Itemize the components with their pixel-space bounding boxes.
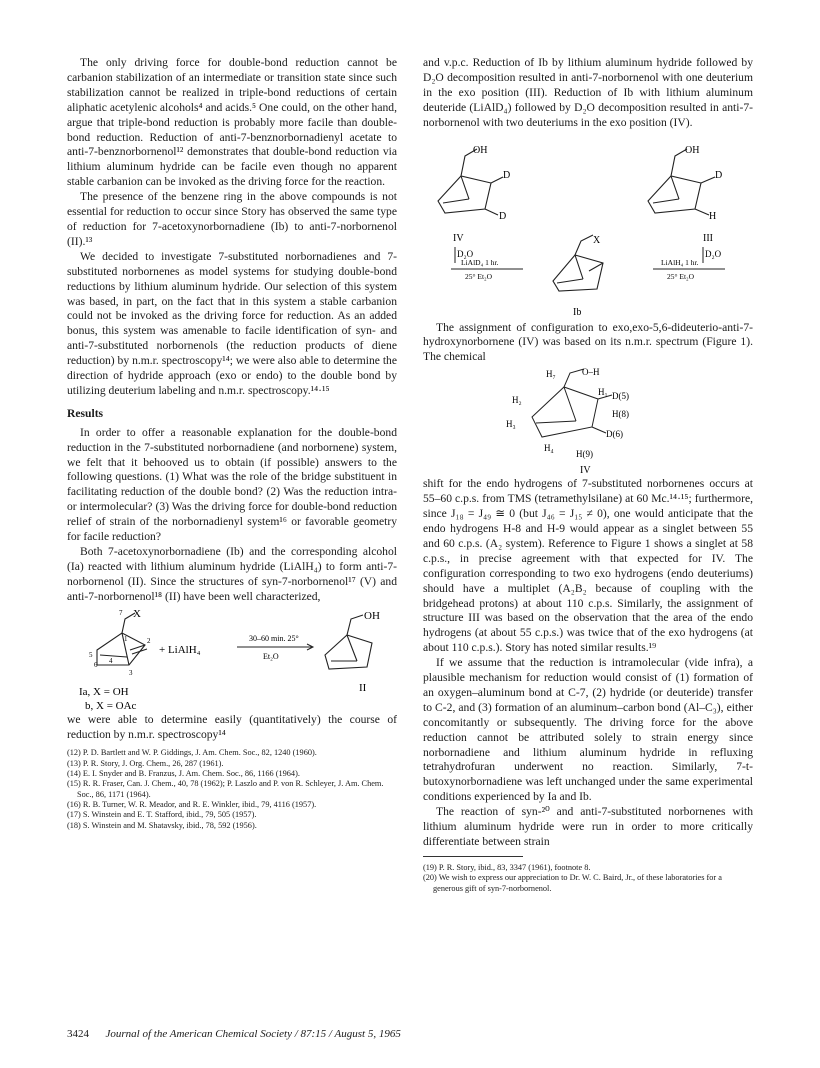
label-d6: D(6) (606, 429, 623, 440)
atom-number: 5 (89, 650, 93, 659)
reagent-d2o: D₂O (457, 248, 474, 259)
atom-number: 4 (109, 656, 113, 665)
paragraph: We decided to investigate 7-substituted norbornadienes and 7-substituted norbornenes as model systems for studying double-bond reductions by lithium aluminum hydride. Our selection of this system was based, in part, on the fact that in this system a stable carbanion could not be invoked as the driving force for reduction. As an added bonus, this system was amenable to facile identification of syn- and anti-7-substituted norbornenols (the reduction products of diene reduction) by n.m.r. spectroscopy¹⁴; we were also able to determine the direction of hydride approach (exo or endo) to the double bond by utilizing deuterium labeling and n.m.r. spectroscopy.¹⁴·¹⁵ (67, 249, 397, 397)
label-h9: H(9) (576, 449, 593, 460)
footnote: (14) E. I. Snyder and B. Franzus, J. Am. Chem. Soc., 86, 1166 (1964). (67, 769, 300, 779)
footnote: (16) R. B. Turner, W. R. Meador, and R. E. Winkler, ibid., 79, 4116 (1957). (67, 799, 317, 809)
footnote: (19) P. R. Story, ibid., 83, 3347 (1961), footnote 8. (423, 862, 591, 872)
footnote: (18) S. Winstein and M. Shatavsky, ibid., 78, 592 (1956). (67, 820, 257, 830)
atom-number: 6 (94, 660, 98, 669)
conditions: 25° Et₂O (465, 271, 493, 281)
reagent-lialD4: LiAlD₄ 1 hr. (461, 257, 499, 267)
atom-number: 1 (124, 634, 128, 643)
atom-number: 3 (129, 668, 133, 677)
paragraph: The presence of the benzene ring in the above compounds is not essential for reduction to occur since Story has observed the same type of reduction for 7-acetoxynorbornadiene (Ib) to anti-7-norbornenol (II).¹³ (67, 190, 397, 248)
paragraph: The assignment of configuration to exo,exo-5,6-dideuterio-anti-7-hydroxynorbornene (IV) was based on its n.m.r. spectrum (Figure 1). The chemical (423, 320, 753, 364)
label-oh: O–H (582, 367, 600, 378)
compound-label-ib: b, X = OAc (85, 699, 137, 712)
section-heading: Results (67, 406, 104, 420)
reagent-plus: + LiAlH₄ (159, 643, 201, 656)
atom-number: 7 (119, 608, 123, 617)
compound-label-ii: II (359, 681, 367, 694)
paragraph: and v.p.c. Reduction of Ib by lithium aluminum hydride followed by D₂O decomposition resulted in anti-7-norbornenol with one deuterium in the exo position (III). Reduction of Ib with lithium aluminum deuteride (LiAlD₄) followed by D₂O decomposition resulted in anti-7-norbornenol with two deuteriums in the exo position (IV). (423, 56, 753, 129)
iv-deuterium: D (503, 169, 511, 181)
norbornadiene-structure (97, 613, 147, 665)
footnote: (17) S. Winstein and E. T. Stafford, ibid., 79, 505 (1957). (67, 810, 257, 820)
paragraph: The only driving force for double-bond reduction cannot be carbanion stabilization of an intermediate or transition state since such stabilization cannot be realized in triple-bond reductions of certain aliphatic acetylenic alcohols⁴ and acids.⁵ One could, on the other hand, argue that triple-bond reduction is probably more facile than double-bond reduction. Reduction of anti-7-benznorbornadienyl acetate to anti-7-benznorbornenol¹² demonstrates that double-bond reduction via lithium aluminum hydride can be facile even though no apparent stable carbanion can be invoked as the driving force for the reaction. (67, 56, 397, 189)
norbornenol-structure (325, 615, 372, 669)
iv-hydroxyl: OH (473, 144, 488, 156)
page-number: 3424 (67, 1028, 89, 1040)
conditions: 25° Et₂O (667, 271, 695, 281)
label-h7: H₇ (546, 369, 556, 380)
compound-label-ia: Ia, X = OH (79, 685, 129, 698)
footnote: (12) P. D. Bartlett and W. P. Giddings, J. Am. Chem. Soc., 82, 1240 (1960). (67, 748, 317, 758)
iii-hydrogen: H (709, 210, 717, 222)
paragraph: If we assume that the reduction is intramolecular (vide infra), a plausible mechanism for reduction would consist of (1) formation of an oxygen–aluminum bond at C-7, (2) hydride (or deuteride) transfer to C-2, and (3) formation of an aluminum–carbon bond (Al–C₃), either concomitantly or subsequently. The driving force for the above reduction cannot be attributed solely to strain energy since norbornadiene and lithium aluminum hydride in refluxing tetrahydrofuran underwent no reaction. Similarly, 7-t-butoxynorbornadiene was left unchanged under the same experimental conditions experienced by Ia and Ib. (423, 656, 753, 804)
substituent-x: X (133, 607, 141, 620)
footnote: (13) P. R. Story, J. Org. Chem., 26, 287 (1961). (67, 758, 224, 768)
hydroxyl-label: OH (364, 609, 380, 622)
paragraph: The reaction of syn-²⁰ and anti-7-substituted norbornenes with lithium aluminum hydride were run in order to more critically differentiate between strain (423, 805, 753, 848)
label-h4: H₄ (544, 443, 554, 454)
compound-label-ib: Ib (573, 306, 582, 318)
label-d5: D(5) (612, 391, 629, 402)
label-h2: H₂ (512, 395, 522, 406)
page-footer (67, 1028, 401, 1040)
iii-deuterium: D (715, 169, 723, 181)
journal-citation: Journal of the American Chemical Society / 87:15 / August 5, 1965 (105, 1028, 401, 1040)
ib-substituent: X (593, 234, 601, 246)
deuteration-scheme (423, 131, 753, 321)
figure-label-iv: IV (580, 465, 591, 477)
footnotes (423, 863, 753, 894)
footnotes (67, 748, 397, 830)
reaction-solvent: Et₂O (263, 651, 279, 661)
paragraph: Both 7-acetoxynorbornadiene (Ib) and the corresponding alcohol (Ia) reacted with lithium aluminum hydride (LiAlH₄) to form anti-7-norbornenol (II). Since the structures of syn-7-norbornenol¹⁷ (V) and anti-7-norbornenol¹⁸ (II) have been well characterized, (67, 545, 397, 603)
right-column (423, 56, 753, 894)
label-h8: H(8) (612, 409, 629, 420)
structure-iv (438, 149, 503, 215)
label-h1: H₁ (598, 387, 608, 398)
reaction-scheme-ia-to-ii (67, 605, 397, 713)
footnote: (20) We wish to express our appreciation to Dr. W. C. Baird, Jr., of these laboratories for a generous gift of syn-7-norbornenol. (423, 873, 722, 893)
left-column (67, 56, 397, 831)
paragraph: shift for the endo hydrogens of 7-substituted norbornenes occurs at 55–60 c.p.s. from TMS (tetramethylsilane) at 60 Mc.¹⁴·¹⁵; furthermore, since J₁₈ = J₄₉ ≅ 0 (but J₄₆ = J₁₅ ≠ 0), one would anticipate that the endo hydrogens H-8 and H-9 would appear as a singlet between 55 and 60 c.p.s. (A₂ system). Reference to Figure 1 shows a singlet at 58 c.p.s., in precise agreement with that expected for IV. The configuration corresponding to two exo hydrogens (endo deuteriums) should have a multiplet (A₂B₂ because of coupling with the bridgehead protons) at about 110 c.p.s. Similarly, the assignment of structure III was based on the observation that the area of the endo hydrogens (at about 55 c.p.s.) was twice that of the exo hydrogens (at about 110 c.p.s.). Story has noted similar results.¹⁹ (423, 477, 753, 655)
compound-label-iii: III (703, 232, 713, 244)
reagent-lialh4: LiAlH₄ 1 hr. (661, 257, 699, 267)
footnote: (15) R. R. Fraser, Can. J. Chem., 40, 78 (1962); P. Laszlo and P. von R. Schleyer, J. Am. Chem. Soc., 86, 1171 (1964). (67, 779, 384, 799)
label-h3: H₃ (506, 419, 516, 430)
iii-hydroxyl: OH (685, 144, 700, 156)
paragraph: In order to offer a reasonable explanation for the double-bond reduction in the 7-substituted norbornadiene (and norbornene) system, we felt that it behooved us to obtain (if possible) answers to the following questions. (1) What was the role of the bridge substituent in facilitating reduction of the double bond? (2) Was the reduction intra- or intermolecular? (3) Was the driving force for double-bond reduction relief of strain of the norbornadienyl system¹⁶ or favorable geometry for facile reduction? (67, 425, 397, 544)
structure-iv-labeled (488, 365, 688, 477)
reaction-conditions: 30–60 min. 25° (249, 633, 299, 643)
footnote-rule (423, 856, 523, 857)
structure-iii (648, 149, 715, 215)
atom-number: 2 (147, 636, 151, 645)
iv-deuterium: D (499, 210, 507, 222)
reagent-d2o: D₂O (705, 248, 722, 259)
compound-label-iv: IV (453, 232, 464, 244)
paragraph: we were able to determine easily (quantitatively) the course of reduction by n.m.r. spectroscopy¹⁴ (67, 712, 397, 741)
